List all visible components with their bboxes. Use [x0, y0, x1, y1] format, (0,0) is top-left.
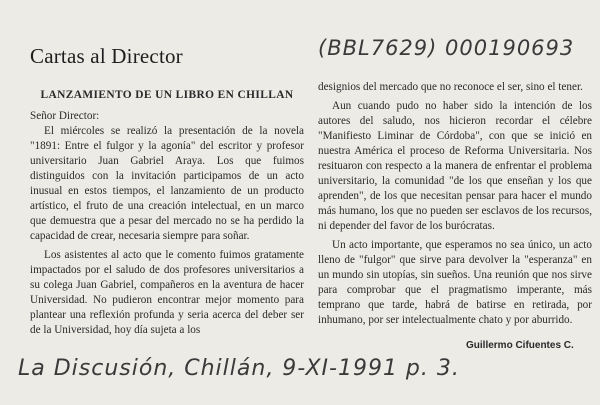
handwritten-reference-code: (BBL7629) 000190693 [318, 36, 575, 60]
paragraph: Aun cuando pudo no haber sido la intención de los autores del saludo, nos hicieron recordar el célebre "Manifiesto Liminar de Córdoba", con que se inició en nuestra América el proceso de Reforma Universitaria. Nos resituaron con respecto a la manera de enfrentar el problema universitario, la comunidad "de los que enseñan y los que aprenden", de los que necesitan pensar para hacer el mundo más humano, los que no pueden ser esclavos de los recursos, ni depender del favor de los burócratas. [318, 100, 592, 232]
letter-column-right [318, 80, 592, 328]
letter-headline: LANZAMIENTO DE UN LIBRO EN CHILLAN [40, 89, 294, 101]
paragraph: Un acto importante, que esperamos no sea único, un acto lleno de "fulgor" que sirve para devolver la "esperanza" en un mundo sin utopías, sin sueños. Una reunión que nos sirve para comprobar que el pragmatismo imperante, más temprano que tarde, habrá de batirse en retirada, por inhumano, por ser intelectualmente chato y por aburrido. [318, 239, 592, 326]
paragraph: El miércoles se realizó la presentación de la novela "1891: Entre el fulgor y la agonía" del escritor y profesor universitario Juan Gabriel Araya. Los que fuimos distinguidos con la invitación participamos de un acto inusual en estos tiempos, el lanzamiento de un producto artístico, el fruto de una creación intelectual, en un marco que demuestra que a pesar del mercado no se ha perdido la capacidad de crear, necesaria siempre para soñar. [30, 125, 304, 242]
paragraph: Los asistentes al acto que le comento fuimos gratamente impactados por el saludo de dos profesores universitarios a su colega Juan Gabriel, compañeros en la aventura de hacer Universidad. No pudieron encontrar mejor momento para plantear una reflexión profunda y seria acerca del deber ser de la Universidad, hoy día sujeta a los [30, 249, 304, 336]
letter-column-left [30, 88, 304, 338]
paragraph: designios del mercado que no reconoce el ser, sino el tener. [318, 81, 583, 93]
salutation: Señor Director: [30, 110, 100, 122]
handwritten-source-note: La Discusión, Chillán, 9-XI-1991 p. 3. [18, 356, 460, 381]
section-title: Cartas al Director [30, 44, 183, 68]
letter-signature: Guillermo Cifuentes C. [466, 340, 574, 351]
